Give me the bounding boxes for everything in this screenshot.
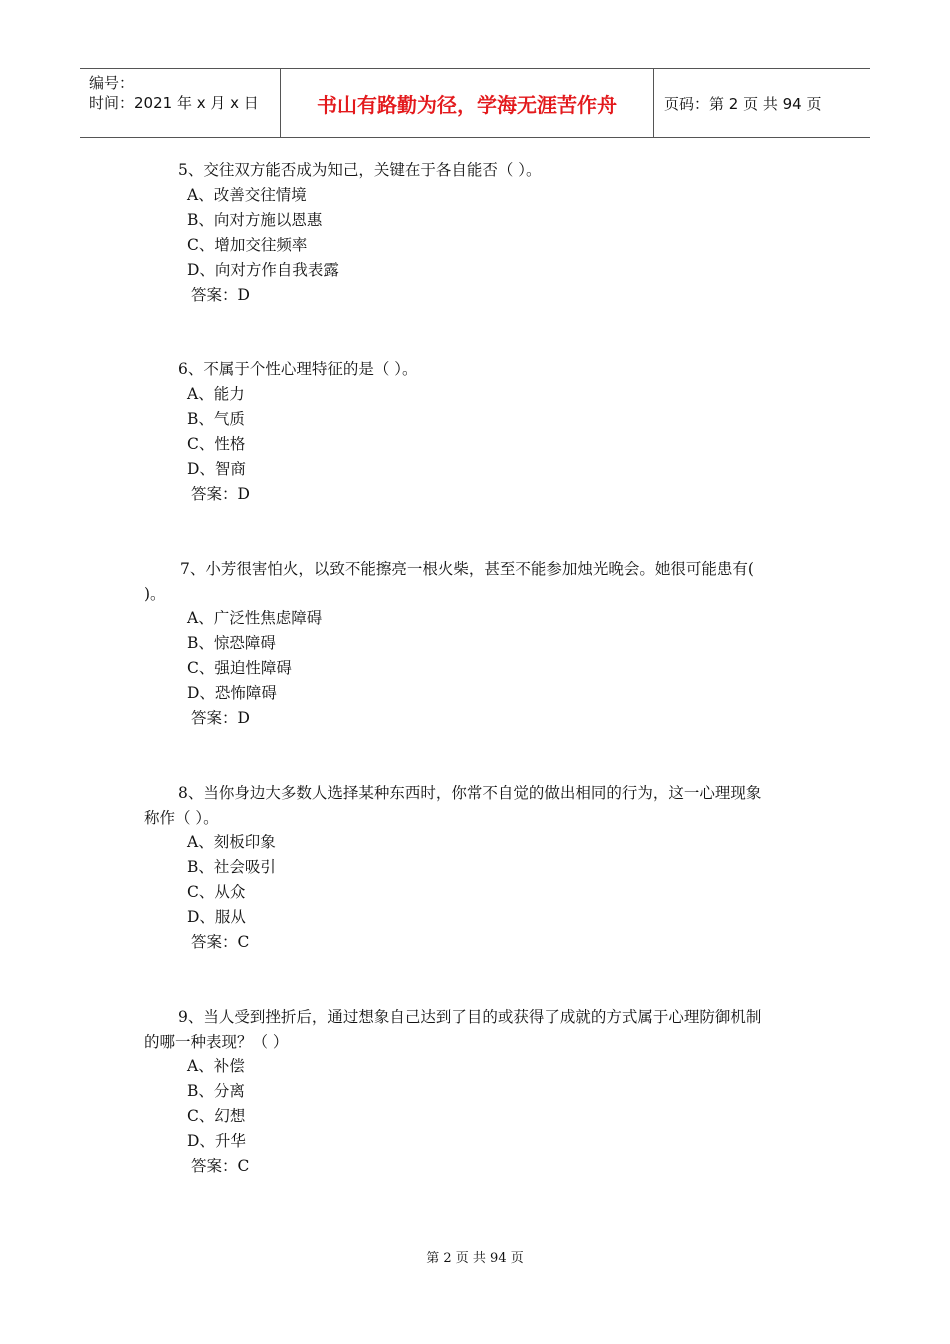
header-meta [80,69,281,137]
question-9-option-a: A、补偿 [187,1057,245,1075]
question-7-option-b: B、惊恐障碍 [187,634,276,652]
question-7-stem-line-1: 7、小芳很害怕火，以致不能擦亮一根火柴，甚至不能参加烛光晚会。她很可能患有( [180,560,754,578]
question-8-option-a: A、刻板印象 [187,833,276,851]
header-motto-cell [281,69,654,137]
question-5-answer: 答案：D [191,286,250,304]
document-header [80,68,870,138]
question-8-option-b: B、社会吸引 [187,858,276,876]
question-9-option-b: B、分离 [187,1082,245,1100]
question-6-stem-line-1: 6、不属于个性心理特征的是（ ）。 [178,360,418,378]
question-6-option-a: A、能力 [187,385,245,403]
question-7-option-a: A、广泛性焦虑障碍 [187,609,323,627]
question-6-option-c: C、性格 [187,435,246,453]
question-7-answer: 答案：D [191,709,250,727]
question-7-stem-line-2: )。 [144,585,166,603]
question-8-option-c: C、从众 [187,883,246,901]
time-label: 时间：2021 年 x 月 x 日 [89,94,259,112]
number-label: 编号： [89,74,135,92]
question-5-stem-line-1: 5、交往双方能否成为知己，关键在于各自能否（ ）。 [178,161,542,179]
question-7-option-c: C、强迫性障碍 [187,659,292,677]
question-5-option-b: B、向对方施以恩惠 [187,211,323,229]
page-footer: 第 2 页 共 94 页 [426,1251,524,1266]
question-9-stem-line-1: 9、当人受到挫折后，通过想象自己达到了目的或获得了成就的方式属于心理防御机制 [178,1008,762,1026]
question-9-stem-line-2: 的哪一种表现？（ ） [144,1033,289,1051]
question-6-option-d: D、智商 [187,460,246,478]
question-8-answer: 答案：C [191,933,250,951]
question-9-option-c: C、幻想 [187,1107,246,1125]
header-page-info: 页码：第 2 页 共 94 页 [664,94,822,113]
question-8-stem-line-2: 称作（ ）。 [144,809,219,827]
question-6-option-b: B、气质 [187,410,245,428]
question-7-option-d: D、恐怖障碍 [187,684,277,702]
question-6-answer: 答案：D [191,485,250,503]
question-9-answer: 答案：C [191,1157,250,1175]
question-9-option-d: D、升华 [187,1132,246,1150]
question-5-option-a: A、改善交往情境 [187,186,307,204]
question-5-option-c: C、增加交往频率 [187,236,308,254]
question-8-stem-line-1: 8、当你身边大多数人选择某种东西时，你常不自觉的做出相同的行为，这一心理现象 [178,784,762,802]
question-5-option-d: D、向对方作自我表露 [187,261,339,279]
header-motto: 书山有路勤为径，学海无涯苦作舟 [317,92,617,117]
question-8-option-d: D、服从 [187,908,246,926]
